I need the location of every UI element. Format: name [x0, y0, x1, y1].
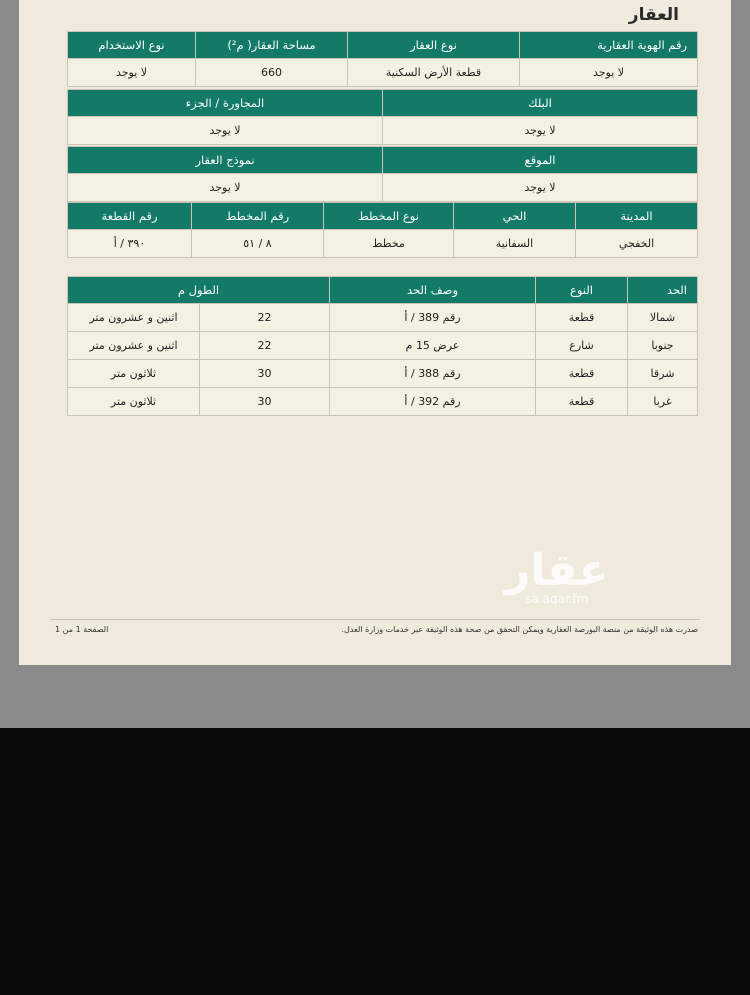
value-property-type: قطعة الأرض السكنية	[348, 59, 520, 87]
boundary-side: جنوبا	[628, 332, 698, 360]
boundary-length-text: ثلاثون متر	[68, 388, 200, 416]
boundary-length-text: اثنين و عشرون متر	[68, 304, 200, 332]
value-plan-number: ٨ / ٥١	[192, 230, 324, 258]
section-title: العقار	[628, 5, 679, 25]
value-plan-type: مخطط	[324, 230, 454, 258]
table-row	[68, 360, 698, 388]
aqar-url: sa.aqar.fm	[525, 592, 589, 606]
aqar-logo-text: عقار	[505, 545, 609, 596]
boundary-side: شمالا	[628, 304, 698, 332]
header-property-model: نموذج العقار	[68, 147, 383, 174]
header-boundary-description: وصف الحد	[330, 277, 536, 304]
boundary-side: غربا	[628, 388, 698, 416]
header-length: الطول م	[68, 277, 330, 304]
boundary-side: شرقا	[628, 360, 698, 388]
value-block: لا يوجد	[383, 117, 698, 145]
header-plot-number: رقم القطعة	[68, 203, 192, 230]
boundary-length-text: اثنين و عشرون متر	[68, 332, 200, 360]
value-property-area: 660	[196, 59, 348, 87]
table-row	[68, 304, 698, 332]
header-block: البلك	[383, 90, 698, 117]
boundary-description: عرض 15 م	[330, 332, 536, 360]
boundary-type: قطعة	[536, 388, 628, 416]
boundary-length: 30	[200, 388, 330, 416]
header-neighborhood-part: المجاورة / الجزء	[68, 90, 383, 117]
header-plan-type: نوع المخطط	[324, 203, 454, 230]
header-property-area: مساحة العقار( م²)	[196, 32, 348, 59]
value-plot-number: ٣٩٠ / أ	[68, 230, 192, 258]
boundary-length: 22	[200, 304, 330, 332]
location-table	[67, 146, 698, 202]
header-plan-number: رقم المخطط	[192, 203, 324, 230]
table-row	[68, 332, 698, 360]
block-table	[67, 89, 698, 145]
header-city: المدينة	[576, 203, 698, 230]
header-property-id: رقم الهوية العقارية	[520, 32, 698, 59]
value-location: لا يوجد	[383, 174, 698, 202]
boundary-length-text: ثلاثون متر	[68, 360, 200, 388]
boundary-description: رقم 389 / أ	[330, 304, 536, 332]
boundary-type: قطعة	[536, 360, 628, 388]
header-type: النوع	[536, 277, 628, 304]
boundary-description: رقم 392 / أ	[330, 388, 536, 416]
page-number: الصفحة 1 من 1	[55, 625, 109, 634]
value-district: السفانية	[454, 230, 576, 258]
property-table	[67, 31, 698, 87]
header-property-type: نوع العقار	[348, 32, 520, 59]
boundary-length: 30	[200, 360, 330, 388]
bounds-table	[67, 276, 698, 416]
table-row	[68, 388, 698, 416]
city-table	[67, 202, 698, 258]
header-usage-type: نوع الاستخدام	[68, 32, 196, 59]
boundary-type: شارع	[536, 332, 628, 360]
value-property-model: لا يوجد	[68, 174, 383, 202]
header-boundary: الحد	[628, 277, 698, 304]
header-location: الموقع	[383, 147, 698, 174]
aqar-watermark	[505, 545, 609, 606]
header-district: الحي	[454, 203, 576, 230]
value-usage-type: لا يوجد	[68, 59, 196, 87]
boundary-description: رقم 388 / أ	[330, 360, 536, 388]
value-city: الخفجي	[576, 230, 698, 258]
value-neighborhood-part: لا يوجد	[68, 117, 383, 145]
value-property-id: لا يوجد	[520, 59, 698, 87]
footer-divider	[50, 619, 700, 620]
footer-note: صدرت هذه الوثيقة من منصة البورصة العقارية ويمكن التحقق من صحة هذه الوثيقة عبر خدمات وزارة العدل.	[341, 625, 698, 634]
boundary-length: 22	[200, 332, 330, 360]
boundary-type: قطعة	[536, 304, 628, 332]
